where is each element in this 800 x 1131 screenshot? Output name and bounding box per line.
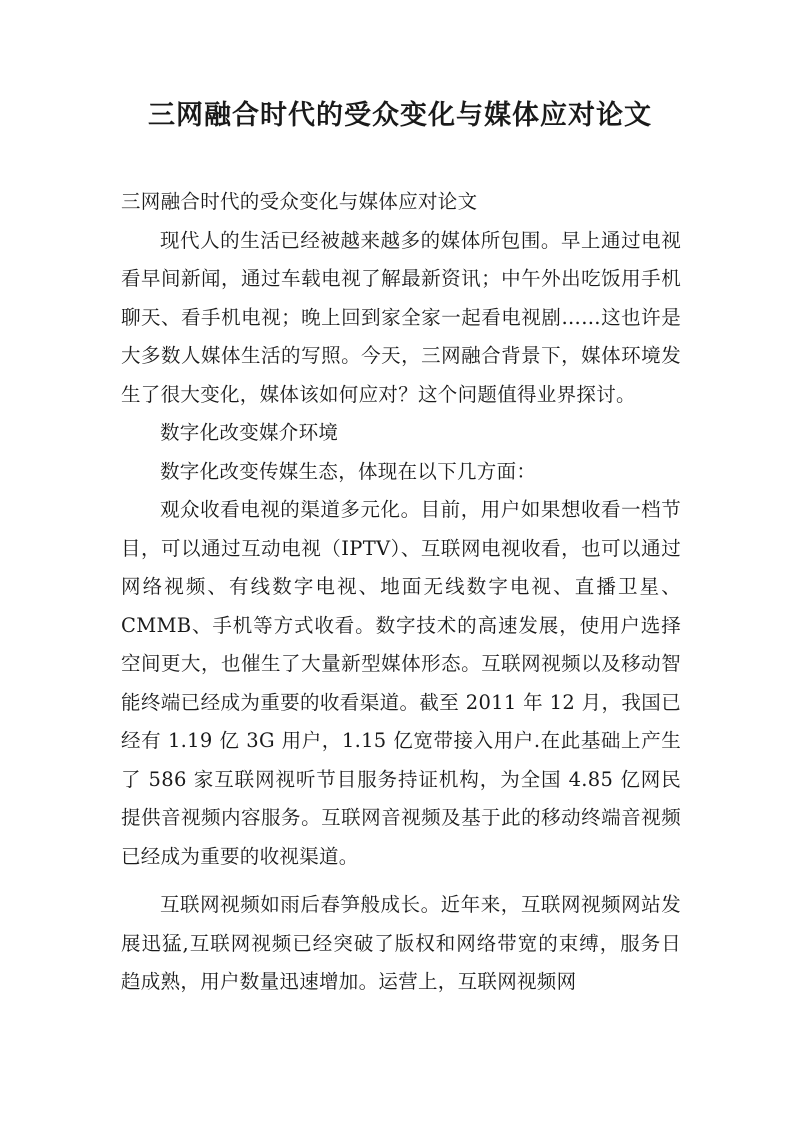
paragraph-channels: 观众收看电视的渠道多元化。目前，用户如果想收看一档节目，可以通过互动电视（IPTV）、互联网电视收看，也可以通过网络视频、有线数字电视、地面无线数字电视、直播卫星、CMMB、手机等方式收看。数字技术的高速发展，使用户选择空间更大，也催生了大量新型媒体形态。互联网视频以及移动智能终端已经成为重要的收看渠道。截至 2011 年 12 月，我国已经有 1.19 亿 3G 用户，1.15 亿宽带接入用户.在此基础上产生了 586 家互联网视听节目服务持证机构，为全国 4.85 亿网民提供音视频内容服务。互联网音视频及基于此的移动终端音视频已经成为重要的收视渠道。	[121, 498, 681, 868]
body-heading: 三网融合时代的受众变化与媒体应对论文	[121, 190, 478, 213]
paragraph-intro: 现代人的生活已经被越来越多的媒体所包围。早上通过电视看早间新闻，通过车载电视了解最新资讯；中午外出吃饭用手机聊天、看手机电视；晚上回到家全家一起看电视剧……这也许是大多数人媒体生活的写照。今天，三网融合背景下，媒体环境发生了很大变化，媒体该如何应对？这个问题值得业界探讨。	[121, 228, 681, 406]
paragraph-internet-video: 互联网视频如雨后春笋般成长。近年来，互联网视频网站发展迅猛,互联网视频已经突破了版权和网络带宽的束缚，服务日趋成熟，用户数量迅速增加。运营上，互联网视频网	[121, 893, 681, 993]
section-heading: 数字化改变媒介环境	[160, 421, 339, 444]
paragraph-lead: 数字化改变传媒生态，体现在以下几方面：	[160, 459, 537, 483]
document-title: 三网融合时代的受众变化与媒体应对论文	[148, 100, 652, 131]
document-body	[121, 183, 681, 1002]
